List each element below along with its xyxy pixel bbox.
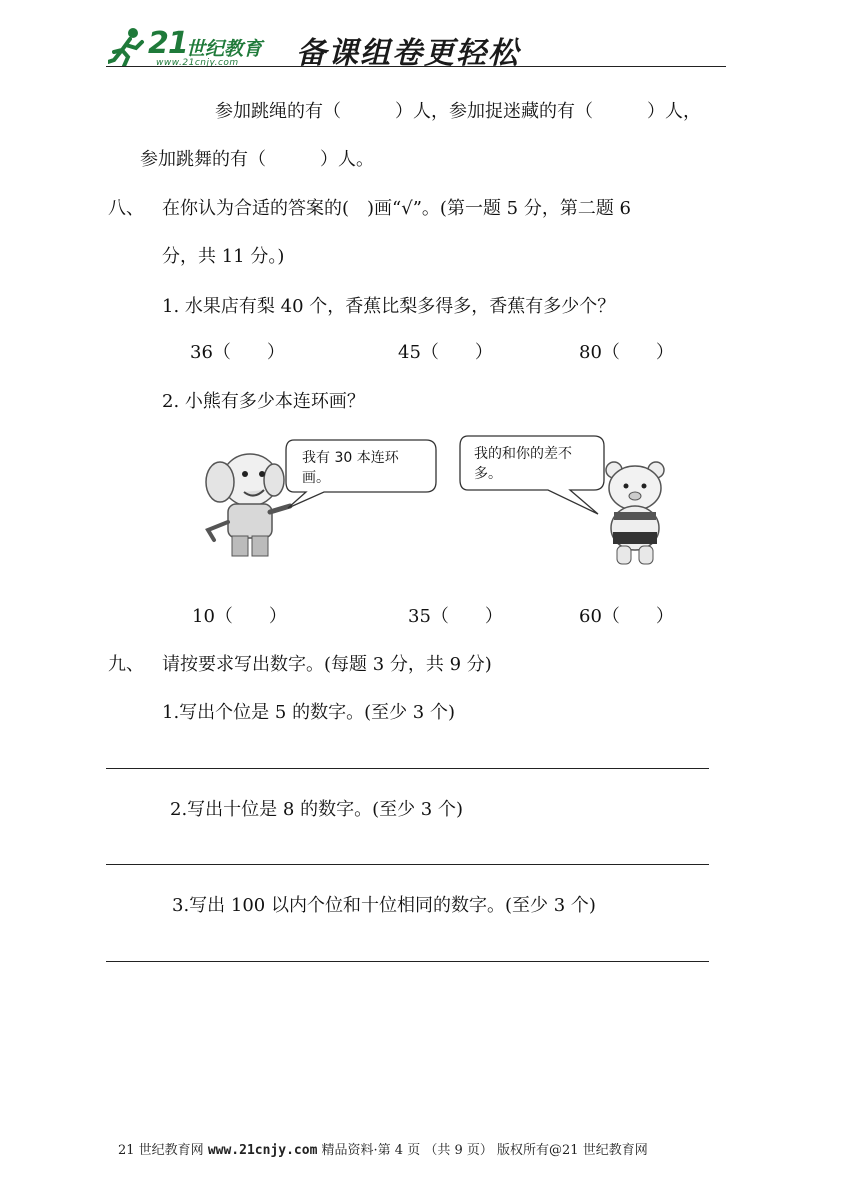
section-9-q2: 2.写出十位是 8 的数字。(至少 3 个) xyxy=(170,799,464,820)
q2-option-35[interactable]: 35（ ） xyxy=(408,606,503,627)
section-9-number: 九、 xyxy=(108,654,144,675)
footer-left: 21 世纪教育网 xyxy=(118,1143,204,1158)
footer-right: 精品资料·第 4 页 （共 9 页） 版权所有@21 世纪教育网 xyxy=(321,1143,648,1158)
bear-illustration xyxy=(600,460,670,568)
section-9-q3: 3.写出 100 以内个位和十位相同的数字。(至少 3 个) xyxy=(172,895,596,916)
section-8-title-2: 分，共 11 分。) xyxy=(162,246,285,267)
section-8-number: 八、 xyxy=(108,198,144,219)
q2-option-10[interactable]: 10（ ） xyxy=(192,606,287,627)
answer-line-2: 参加跳舞的有（ ）人。 xyxy=(140,149,374,170)
bubble-left-line-1: 我有 30 本连环 xyxy=(302,450,399,466)
bubble-left-line-2: 画。 xyxy=(302,470,330,486)
header-slogan: 备课组卷更轻松 xyxy=(296,36,520,71)
q1-option-36[interactable]: 36（ ） xyxy=(190,342,285,363)
section-8-q1: 1. 水果店有梨 40 个，香蕉比梨多得多，香蕉有多少个？ xyxy=(162,296,616,317)
section-9-title: 请按要求写出数字。(每题 3 分，共 9 分) xyxy=(162,654,492,675)
answer-line-1: 参加跳绳的有（ ）人，参加捉迷藏的有（ ）人， xyxy=(215,101,701,122)
q1-option-80[interactable]: 80（ ） xyxy=(579,342,674,363)
header-logo xyxy=(108,26,528,70)
running-man-icon xyxy=(108,26,150,66)
section-9-q1: 1.写出个位是 5 的数字。(至少 3 个) xyxy=(162,702,456,723)
q1-option-45[interactable]: 45（ ） xyxy=(398,342,493,363)
bubble-right-line-1: 我的和你的差不 xyxy=(474,446,572,462)
q2-option-60[interactable]: 60（ ） xyxy=(579,606,674,627)
logo-number: 21 xyxy=(148,26,188,61)
answer-line-q2[interactable] xyxy=(106,864,709,865)
section-8-q2: 2. 小熊有多少本连环画？ xyxy=(162,391,365,412)
logo-url: www.21cnjy.com xyxy=(156,58,239,68)
answer-line-q1[interactable] xyxy=(106,768,709,769)
bubble-right-line-2: 多。 xyxy=(474,466,502,482)
page-footer xyxy=(118,1142,648,1160)
answer-line-q3[interactable] xyxy=(106,961,709,962)
logo-brand: 世纪教育 xyxy=(186,38,263,60)
header-divider xyxy=(106,66,726,67)
footer-site-link[interactable]: www.21cnjy.com xyxy=(207,1143,318,1158)
elephant-illustration xyxy=(200,440,295,560)
section-8-title-1: 在你认为合适的答案的( )画“√”。(第一题 5 分，第二题 6 xyxy=(162,198,632,219)
